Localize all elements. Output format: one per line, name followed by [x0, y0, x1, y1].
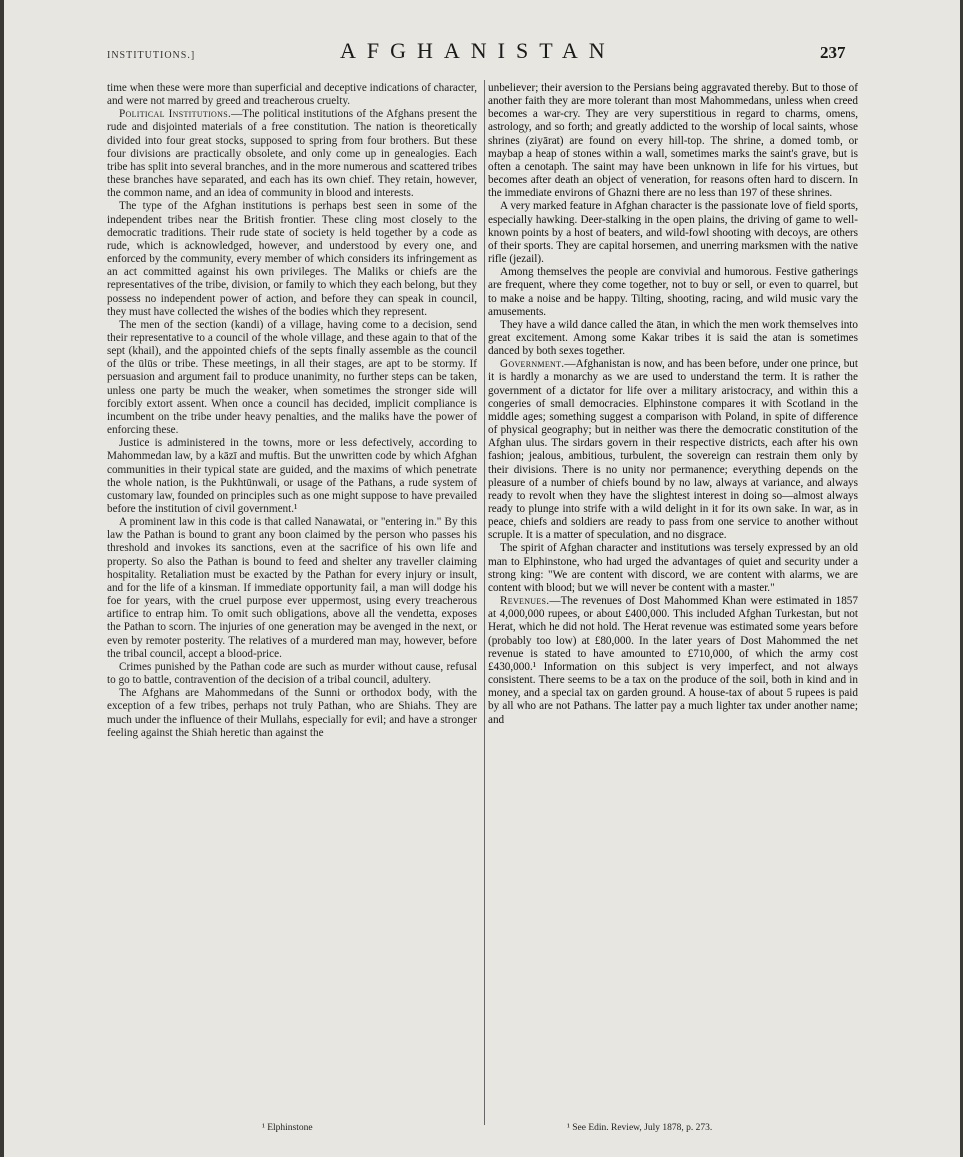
paragraph: They have a wild dance called the ātan, in which the men work themselves into great excitement. Among some Kakar tribes it is said the atan is sometimes danced by both sexes together. [488, 318, 858, 358]
running-header-section: INSTITUTIONS.] [107, 50, 196, 61]
running-header-title: AFGHANISTAN [340, 38, 616, 63]
right-column [488, 82, 858, 727]
paragraph [488, 358, 858, 542]
paragraph: Among themselves the people are convivial and humorous. Festive gatherings are frequent, where they come together, not to buy or sell, or even to quarrel, but to make a noise and be happy. Tilting, shooting, racing, and wild music vary the amusements. [488, 266, 858, 318]
page-number: 237 [820, 43, 846, 62]
paragraph: Crimes punished by the Pathan code are such as murder without cause, refusal to go to battle, contravention of the decision of a tribal council, adultery. [107, 660, 477, 687]
paragraph: The Afghans are Mahommedans of the Sunni or orthodox body, with the exception of a few tribes, perhaps not truly Pathan, who are Shiahs. They are much under the influence of their Mullahs, especially for evil; and have a stronger feeling against the Shiah heretic than against the [107, 687, 477, 739]
paragraph: The type of the Afghan institutions is perhaps best seen in some of the independent tribes near the British frontier. These cling most closely to the democratic traditions. Their rude state of society is held together by a code as rude, which is acknowledged, however, and understood by every one, and enforced by the community, every member of which considers its infringement as an act committed against his own privileges. The Maliks or chiefs are the representatives of the tribe, division, or family to which they each belong, but they possess no independent power of action, and before they can speak in council, they must have collected the wishes of the bodies which they represent. [107, 200, 477, 318]
footnote-left: ¹ Elphinstone [262, 1123, 313, 1133]
section-heading: Revenues. [500, 595, 550, 608]
footnote-right: ¹ See Edin. Review, July 1878, p. 273. [567, 1123, 713, 1133]
paragraph-body: —The revenues of Dost Mahommed Khan were estimated in 1857 at 4,000,000 rupees, or about £400,000. This included Afghan Turkestan, but not Herat, which he did not hold. The Herat revenue was estimated some years before (probably too low) at £80,000. In the later years of Dost Mahommed the net revenue is stated to have amounted to £710,000, of which the army cost £430,000.¹ Information on this subject is very imperfect, and not always consistent. There seems to be a tax on the produce of the soil, both in kind and in money, and a special tax on garden ground. A house-tax of about 5 rupees is paid by all who are not Pathans. The latter pay a much lighter tax under another name; and [488, 595, 858, 726]
paragraph: The spirit of Afghan character and institutions was tersely expressed by an old man to Elphinstone, who had urged the advantages of quiet and security under a strong king: "We are content with discord, we are content with alarms, we are content with blood; but we will never be content with a master." [488, 542, 858, 594]
paragraph-body: —Afghanistan is now, and has been before, under one prince, but it is hardly a monarchy as we are used to understand the term. It is rather the government of a dictator for life over a military aristocracy, and within this a congeries of small democracies. Elphinstone compares it with Scotland in the middle ages; something suggest a comparison with Poland, in spite of difference of physical geography; but in neither was there the democratic constitution of the Afghan ulus. The sirdars govern in their respective districts, each after his own fashion; jealous, ambitious, turbulent, the sovereign can restrain them only by their divisions. There is no unity nor permanence; everything depends on the pleasure of a number of chiefs bound by no law, always at variance, and always ready to revolt when they have the slightest interest in doing so—almost always ready to plunge into strife with a wild delight in it for its own sake. In war, as in peace, chiefs and soldiers are ready to pass from one service to another without scruple. It is a matter of speculation, and no disgrace. [488, 358, 858, 542]
paragraph-body: —The political institutions of the Afghans present the rude and disjointed materials of a free constitution. The nation is theoretically divided into four great stocks, supposed to spring from four brothers. But these four divisions are practically obsolete, and only come up in genealogies. Each tribe has split into several branches, and in the more numerous and scattered tribes these branches have separated, and each has its own chief. They retain, however, the common name, and an idea of community in blood and interests. [107, 108, 477, 200]
left-column [107, 82, 477, 740]
paragraph: Justice is administered in the towns, more or less defectively, according to Mahommedan law, by a kāzī and muftis. But the unwritten code by which Afghan communities in their typical state are guided, and the maxims of which penetrate the whole nation, is the Pukhtūnwali, or usage of the Pathans, a rude system of customary law, founded on principles such as one might suppose to have prevailed before the institution of civil government.¹ [107, 437, 477, 515]
paragraph: The men of the section (kandi) of a village, having come to a decision, send their representative to a council of the whole village, and these again to that of the sept (khail), and the appointed chiefs of the septs finally assemble as the council of the ūlūs or tribe. These meetings, in all their stages, are apt to be stormy. If persuasion and argument fail to produce unanimity, no further steps can be taken, unless one party be much the weaker, when sometimes the stronger side will forcibly extort assent. When once a council has decided, implicit compliance is incumbent on the tribe under heavy penalties, and the maliks have the power of enforcing these. [107, 318, 477, 437]
paragraph: unbeliever; their aversion to the Persians being aggravated thereby. But to those of another faith they are more tolerant than most Mahommedans, unless when creed becomes a war-cry. They are very superstitious in regard to charms, omens, astrology, and so forth; and greatly addicted to the worship of local saints, whose shrines (ziyārat) are found on every hill-top. The shrine, a domed tomb, or maybap a heap of stones within a wall, sometimes marks the saint's grave, but is often a cenotaph. The saint may have been unknown in life for his virtues, but becomes after death an object of veneration, for reasons often hard to discern. In the immediate environs of Ghazni there are no less than 197 of these shrines. [488, 82, 858, 200]
paragraph: time when these were more than superficial and deceptive indications of character, and were not marred by greed and treacherous cruelty. [107, 82, 477, 108]
section-heading: Political Institutions. [119, 108, 232, 121]
paragraph: A very marked feature in Afghan character is the passionate love of field sports, especially hawking. Deer-stalking in the open plains, the driving of game to well-known points by a host of beaters, and wild-fowl shooting with decoys, are others of their sports. They are capital horsemen, and unerring marksmen with the native rifle (jezail). [488, 200, 858, 266]
column-divider [484, 80, 485, 1125]
paragraph [107, 108, 477, 200]
book-page [4, 0, 960, 1157]
paragraph [488, 595, 858, 727]
paragraph: A prominent law in this code is that called Nanawatai, or "entering in." By this law the Pathan is bound to grant any boon claimed by the person who passes his threshold and invokes its sanctions, even at the sacrifice of his own life and property. So also the Pathan is bound to feed and shelter any traveller claiming hospitality. Retaliation must be exacted by the Pathan for every injury or insult, and for the life of a kinsman. If immediate opportunity fail, a man will dodge his foe for years, with the cruel purpose ever uppermost, using every treacherous artifice to entrap him. To omit such obligations, above all the vendetta, exposes the Pathan to scorn. The injuries of one generation may be avenged in the next, or even by remoter posterity. The relatives of a murdered man may, however, before the tribal council, accept a blood-price. [107, 516, 477, 660]
section-heading: Government. [500, 358, 565, 371]
